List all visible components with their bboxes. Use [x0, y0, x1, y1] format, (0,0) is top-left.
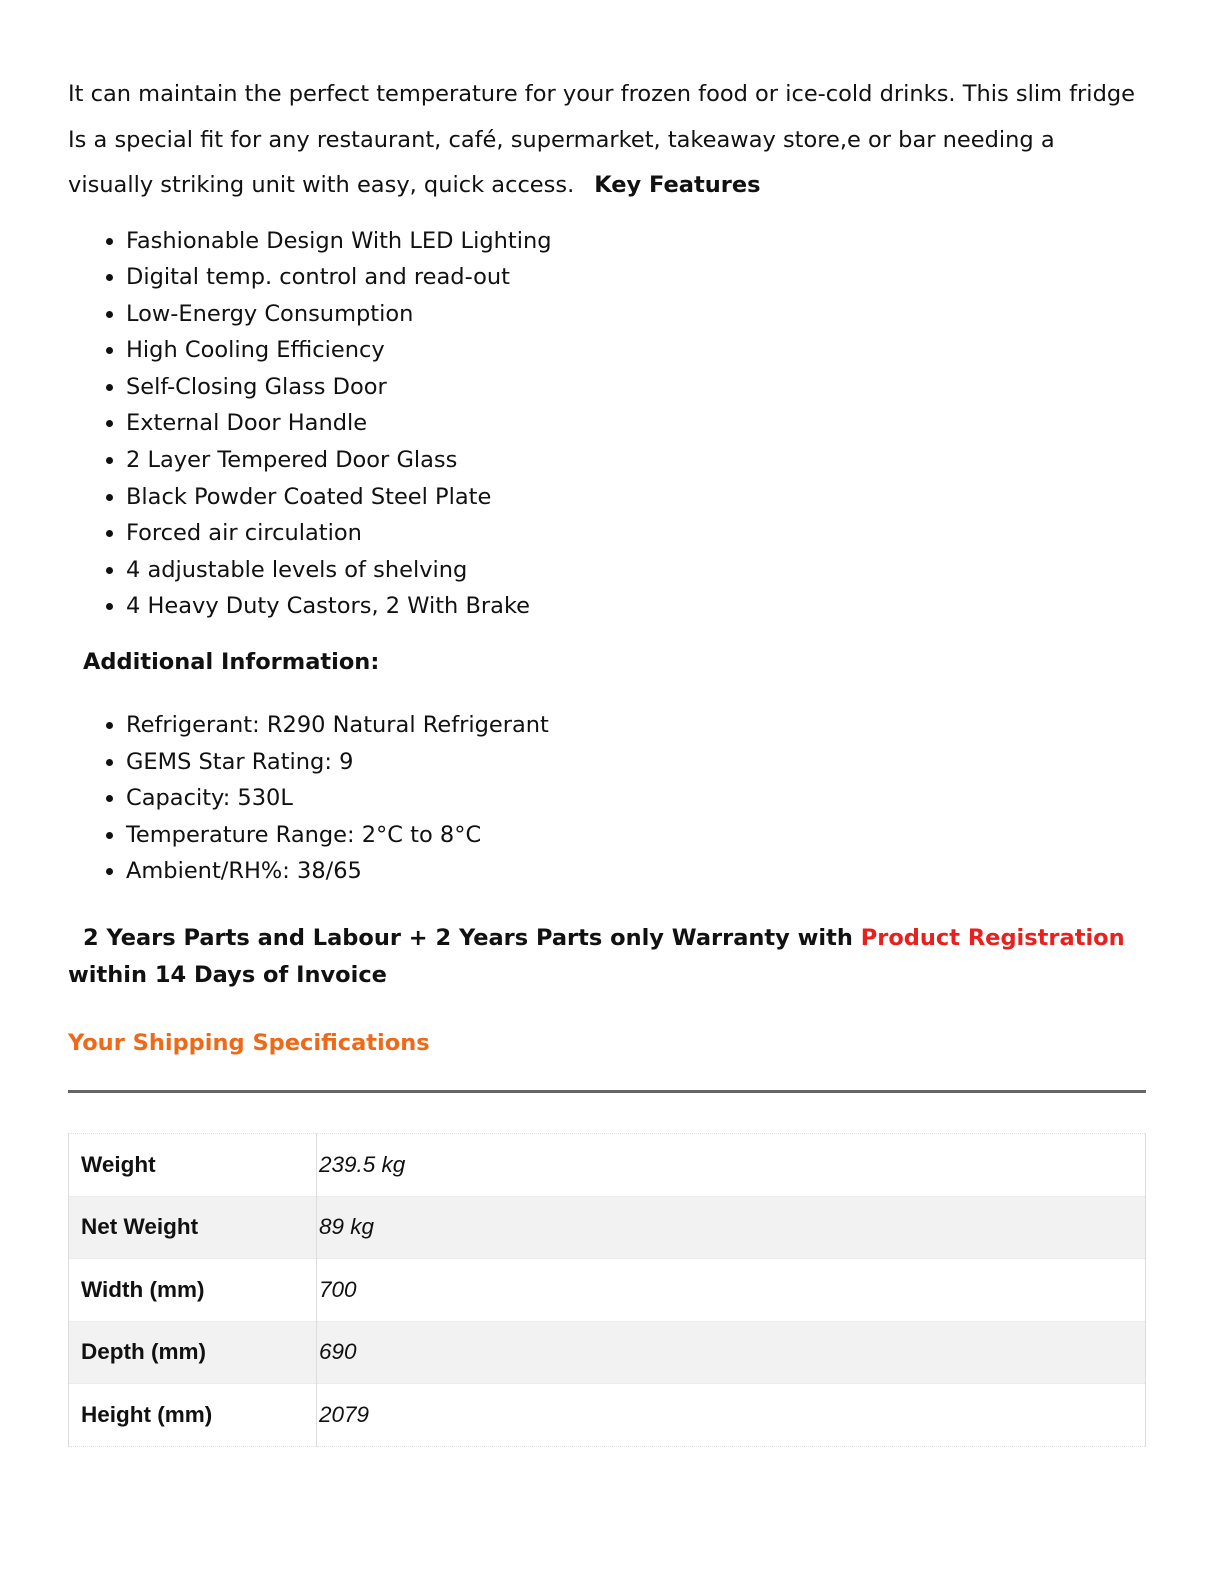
- key-features-heading: Key Features: [594, 172, 761, 198]
- additional-info-heading: Additional Information:: [83, 649, 380, 676]
- table-row: [69, 1134, 1146, 1197]
- spec-label: Net Weight: [69, 1196, 317, 1259]
- intro-paragraph: [68, 72, 1146, 209]
- warranty-text-after: within 14 Days of Invoice: [68, 962, 387, 988]
- list-item: • External Door Handle: [126, 405, 1146, 442]
- section-divider: [68, 1090, 1146, 1093]
- spec-value: 89 kg: [317, 1196, 1146, 1259]
- list-item: • 2 Layer Tempered Door Glass: [126, 442, 1146, 479]
- list-item: • Self-Closing Glass Door: [126, 369, 1146, 406]
- spec-label: Depth (mm): [69, 1321, 317, 1384]
- product-registration-link[interactable]: Product Registration: [860, 925, 1125, 951]
- key-features-list: [68, 223, 1146, 626]
- spec-label: Width (mm): [69, 1259, 317, 1322]
- list-item: • Black Powder Coated Steel Plate: [126, 479, 1146, 516]
- spec-value: 239.5 kg: [319, 1151, 406, 1177]
- list-item: • High Cooling Efficiency: [126, 332, 1146, 369]
- shipping-specs-table: [68, 1133, 1146, 1447]
- spec-label: Height (mm): [69, 1384, 317, 1447]
- list-item: • Refrigerant: R290 Natural Refrigerant: [126, 707, 1146, 744]
- spec-value: 690: [317, 1321, 1146, 1384]
- table-row: [69, 1384, 1146, 1447]
- additional-info-list: [68, 707, 1146, 890]
- table-row: [69, 1196, 1146, 1259]
- list-item: • 4 adjustable levels of shelving: [126, 552, 1146, 589]
- intro-text: It can maintain the perfect temperature for your frozen food or ice-cold drinks. This slim fridge Is a special fit for any restaurant, café, supermarket, takeaway store,e or bar needing a visually striking unit with easy, quick access.: [68, 81, 1135, 198]
- list-item: • Fashionable Design With LED Lighting: [126, 223, 1146, 260]
- list-item: • GEMS Star Rating: 9: [126, 744, 1146, 781]
- list-item: • Capacity: 530L: [126, 780, 1146, 817]
- list-item: • Temperature Range: 2°C to 8°C: [126, 817, 1146, 854]
- list-item: • Digital temp. control and read-out: [126, 259, 1146, 296]
- warranty-text-before: 2 Years Parts and Labour + 2 Years Parts only Warranty with: [83, 925, 861, 951]
- list-item: • 4 Heavy Duty Castors, 2 With Brake: [126, 588, 1146, 625]
- list-item: • Forced air circulation: [126, 515, 1146, 552]
- spec-label: Weight: [69, 1134, 317, 1197]
- spec-value: 2079: [317, 1384, 1146, 1447]
- table-row: [69, 1259, 1146, 1322]
- shipping-specs-title: Your Shipping Specifications: [68, 1030, 430, 1056]
- table-row: [69, 1321, 1146, 1384]
- product-description: [68, 72, 1146, 1447]
- spec-value: 700: [317, 1259, 1146, 1322]
- list-item: • Ambient/RH%: 38/65: [126, 853, 1146, 890]
- list-item: • Low-Energy Consumption: [126, 296, 1146, 333]
- warranty-statement: [68, 920, 1146, 994]
